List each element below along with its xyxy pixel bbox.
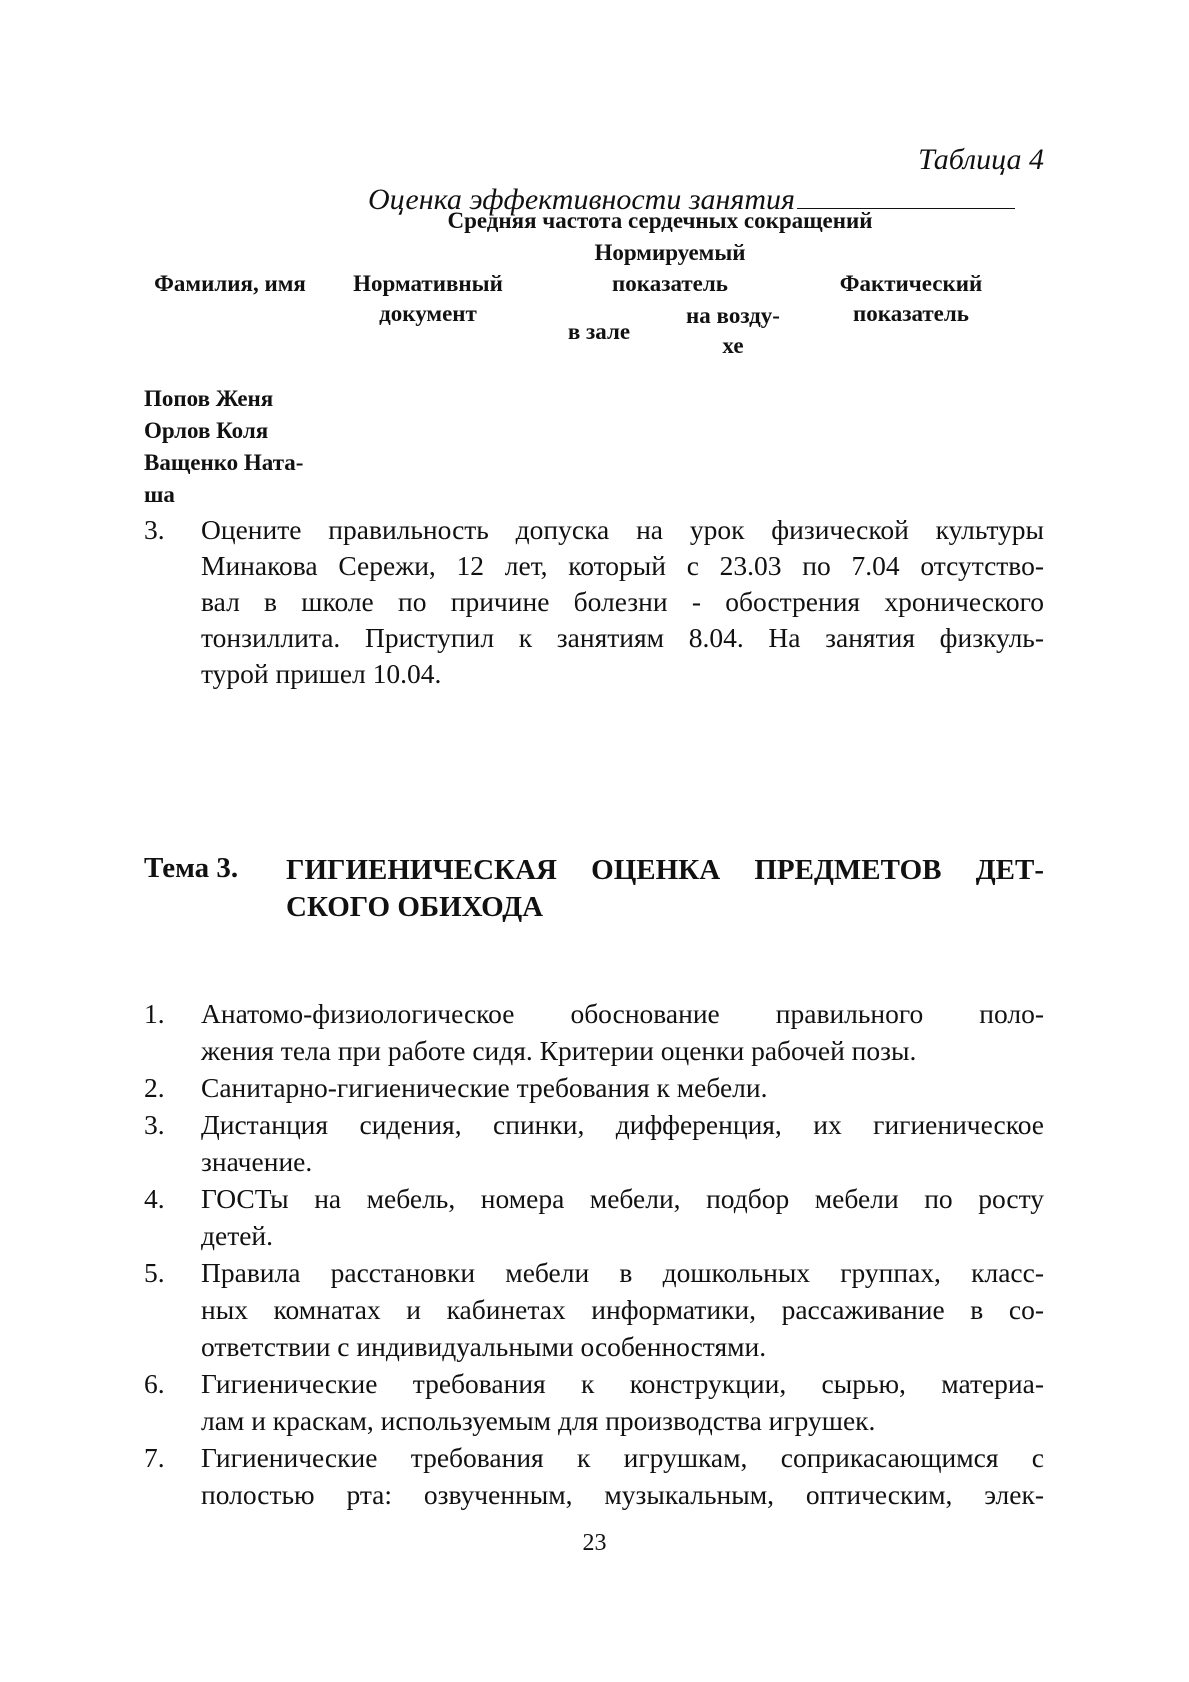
list-item-number: 1. (144, 998, 165, 1029)
list-item (144, 1254, 1044, 1365)
list-item-line: значение. (201, 1146, 313, 1177)
header-in-hall: в зале (567, 319, 631, 344)
list-item-line: детей. (201, 1220, 274, 1251)
list-item-line: полостью рта: озвученным, музыкальным, оптическим, элек- (201, 1479, 1044, 1510)
topic-number: Тема 3. (144, 852, 239, 884)
header-group-heart-rate: Средняя частота сердечных сокращений (447, 208, 873, 233)
topic-title-line1: ГИГИЕНИЧЕСКАЯ ОЦЕНКА ПРЕДМЕТОВ ДЕТ- (286, 854, 1044, 886)
topic-title-line2: СКОГО ОБИХОДА (286, 891, 544, 923)
table-rows (144, 383, 303, 511)
task-line: турой пришел 10.04. (201, 658, 442, 689)
header-actual-line1: Фактический (839, 271, 983, 296)
header-actual-line2: показатель (853, 301, 969, 326)
list-item-line: жения тела при работе сидя. Критерии оценки рабочей позы. (201, 1035, 917, 1066)
task-line: Минакова Сережи, 12 лет, который с 23.03 по 7.04 отсутство- (201, 550, 1044, 581)
list-item (144, 1069, 1044, 1106)
task-line: Оцените правильность допуска на урок физической культуры (201, 514, 1044, 545)
table-row: Попов Женя (144, 386, 274, 411)
header-outdoor-line1: на возду- (686, 303, 780, 328)
list-item-line: Анатомо-физиологическое обоснование правильного поло- (201, 998, 1044, 1029)
list-item-line: ответствии с индивидуальными особенностями. (201, 1331, 767, 1362)
list-item-number: 7. (144, 1442, 165, 1473)
list-item-line: Правила расстановки мебели в дошкольных группах, класс- (201, 1257, 1044, 1288)
list-item-line: Гигиенические требования к игрушкам, соприкасающимся с (201, 1442, 1044, 1473)
header-norm-doc-line1: Нормативный (353, 271, 503, 296)
header-outdoor-line2: хе (722, 333, 744, 358)
list-item-number: 6. (144, 1368, 165, 1399)
task-line: тонзиллита. Приступил к занятиям 8.04. На занятия физкуль- (201, 622, 1044, 653)
table-row: ша (144, 482, 175, 507)
table-title-text: Оценка эффективности занятия (368, 183, 795, 216)
list-item-line: Санитарно-гигиенические требования к мебели. (201, 1072, 768, 1103)
list-item-number: 2. (144, 1072, 165, 1103)
list-item-line: лам и краскам, используемым для производства игрушек. (201, 1405, 876, 1436)
task-number: 3. (144, 514, 165, 545)
list-item-number: 4. (144, 1183, 165, 1214)
list-item-line: Гигиенические требования к конструкции, сырью, материа- (201, 1368, 1044, 1399)
list-item-number: 3. (144, 1109, 165, 1140)
topic-title (286, 852, 1044, 926)
list-item (144, 1365, 1044, 1439)
header-name: Фамилия, имя (154, 271, 306, 296)
list-item-line: ных комнатах и кабинетах информатики, рассаживание в со- (201, 1294, 1044, 1325)
list-item (144, 995, 1044, 1069)
table-label: Таблица 4 (918, 143, 1044, 176)
table-row: Ващенко Ната- (144, 450, 304, 475)
header-normalized-line2: показатель (612, 271, 728, 296)
task-line: вал в школе по причине болезни - обострения хронического (201, 586, 1044, 617)
list-item (144, 1106, 1044, 1180)
list-item-line: ГОСТы на мебель, номера мебели, подбор мебели по росту (201, 1183, 1044, 1214)
header-norm-doc-line2: документ (379, 301, 477, 326)
list-item-number: 5. (144, 1257, 165, 1288)
list-item (144, 1439, 1044, 1513)
page-number: 23 (582, 1530, 607, 1556)
header-normalized-line1: Нормируемый (594, 240, 746, 265)
list-item-line: Дистанция сидения, спинки, дифференция, их гигиеническое (201, 1109, 1044, 1140)
list-item (144, 1180, 1044, 1254)
questions-list (144, 995, 1044, 1513)
task-3 (144, 512, 1044, 692)
table-row: Орлов Коля (144, 418, 269, 443)
